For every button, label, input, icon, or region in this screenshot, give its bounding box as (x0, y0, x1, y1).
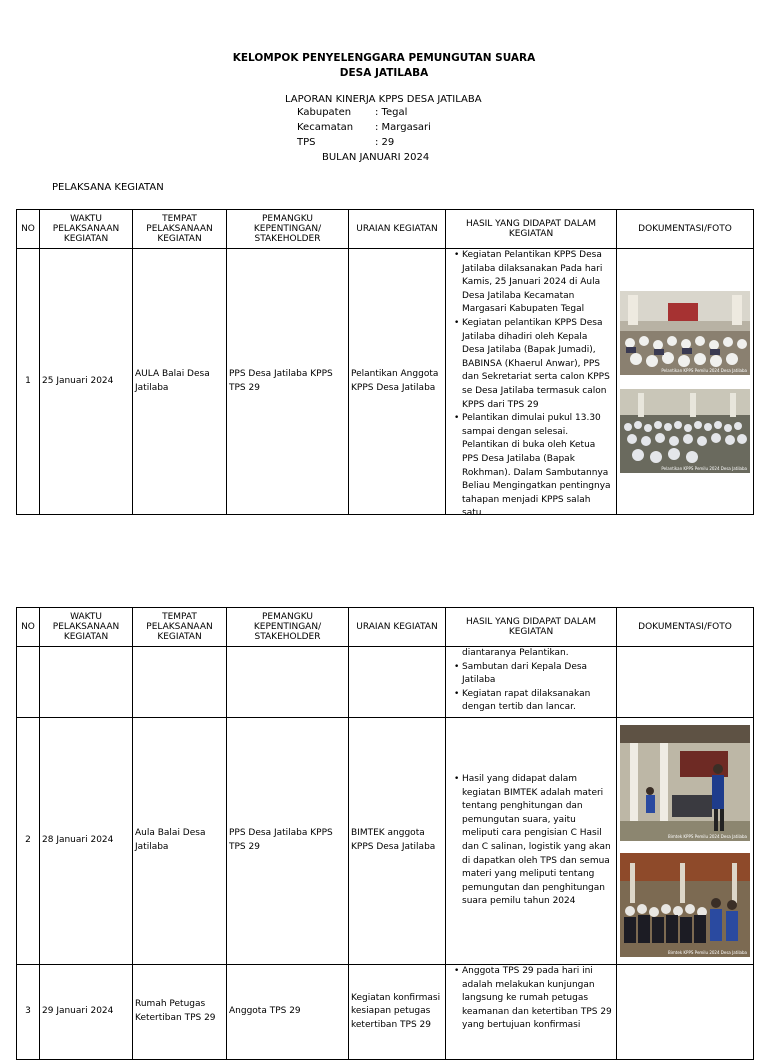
section-label: PELAKSANA KEGIATAN (52, 182, 164, 193)
row-no (17, 647, 40, 718)
photo-caption: Bimtek KPPS Pemilu 2024 Desa Jatilaba (668, 950, 747, 955)
row-results (446, 718, 617, 965)
kabupaten-label: Kabupaten (297, 107, 352, 118)
result-item: • Kegiatan rapat dilaksanakan dengan tertib dan lancar. (462, 688, 612, 715)
result-item: • Hasil yang didapat dalam kegiatan BIMTEK adalah materi tentang penghitungan dan pemungutan suara, yaitu meliputi cara pengisian C Hasil dan C salinan, logistik yang akan di dapatkan oleh TPS dan semua materi yang meliputi tentang pemungutan dan penghitungan suara pemilu tahun 2024 (462, 773, 612, 909)
row-stakeholder (227, 647, 349, 718)
row-results (446, 647, 617, 718)
col-waktu: WAKTU PELAKSANAAN KEGIATAN (40, 210, 133, 249)
row-no: 1 (17, 249, 40, 515)
table-header-row (17, 608, 754, 647)
table-row (17, 647, 754, 718)
kecamatan-label: Kecamatan (297, 122, 354, 133)
row-stakeholder: PPS Desa Jatilaba KPPS TPS 29 (227, 718, 349, 965)
report-title: LAPORAN KINERJA KPPS DESA JATILABA (285, 94, 482, 105)
result-item: • Pelantikan dimulai pukul 13.30 sampai dengan selesai. Pelantikan di buka oleh Ketua PPS Desa Jatilaba (Bapak Rokhman). Dalam Sambutannya Beliau Mengingatkan pentingnya tahapan menjadi KPPS salah satu (462, 412, 612, 521)
row-documentation (617, 249, 754, 515)
row-documentation (617, 965, 754, 1060)
col-waktu: WAKTU PELAKSANAAN KEGIATAN (40, 608, 133, 647)
row-place: Aula Balai Desa Jatilaba (133, 718, 227, 965)
result-item: • Sambutan dari Kepala Desa Jatilaba (462, 661, 612, 688)
result-continuation: diantaranya Pelantikan. (462, 648, 569, 658)
col-pemangku: PEMANGKU KEPENTINGAN/ STAKEHOLDER (227, 608, 349, 647)
table-header-row (17, 210, 754, 249)
row-results (446, 249, 617, 519)
table-row (17, 249, 754, 515)
tps-label: TPS (297, 137, 316, 148)
row-no: 3 (17, 965, 40, 1060)
col-pemangku: PEMANGKU KEPENTINGAN/ STAKEHOLDER (227, 210, 349, 249)
org-subtitle: DESA JATILABA (339, 67, 429, 79)
col-uraian: URAIAN KEGIATAN (349, 608, 446, 647)
row-date: 29 Januari 2024 (40, 965, 133, 1060)
row-activity: Kegiatan konfirmasi kesiapan petugas ketertiban TPS 29 (349, 965, 446, 1060)
photo-bimtek-1 (620, 725, 750, 841)
col-tempat: TEMPAT PELAKSANAAN KEGIATAN (133, 608, 227, 647)
row-no: 2 (17, 718, 40, 965)
row-stakeholder: Anggota TPS 29 (227, 965, 349, 1060)
photo-caption: Bimtek KPPS Pemilu 2024 Desa Jatilaba (668, 834, 747, 839)
col-uraian: URAIAN KEGIATAN (349, 210, 446, 249)
photo-pelantikan-2 (620, 389, 750, 473)
org-title: KELOMPOK PENYELENGGARA PEMUNGUTAN SUARA (232, 52, 536, 64)
row-documentation (617, 718, 754, 965)
kecamatan-value: : Margasari (375, 122, 431, 133)
col-no: NO (17, 608, 40, 647)
row-documentation (617, 647, 754, 718)
activity-table-1 (16, 209, 754, 519)
photo-bimtek-2 (620, 853, 750, 957)
row-activity: Pelantikan Anggota KPPS Desa Jatilaba (349, 249, 446, 515)
row-place: Rumah Petugas Ketertiban TPS 29 (133, 965, 227, 1060)
photo-caption: Pelantikan KPPS Pemilu 2024 Desa Jatilaba (661, 465, 747, 471)
row-results (446, 965, 617, 1060)
row-activity: BIMTEK anggota KPPS Desa Jatilaba (349, 718, 446, 965)
col-no: NO (17, 210, 40, 249)
row-date (40, 647, 133, 718)
row-activity (349, 647, 446, 718)
row-place: AULA Balai Desa Jatilaba (133, 249, 227, 515)
col-doc: DOKUMENTASI/FOTO (617, 210, 754, 249)
result-item: • Anggota TPS 29 pada hari ini adalah melakukan kunjungan langsung ke rumah petugas keamanan dan ketertiban TPS 29 yang bertujuan konfirmasi (462, 965, 612, 1033)
activity-table-2 (16, 607, 754, 1060)
result-item: • Kegiatan pelantikan KPPS Desa Jatilaba dihadiri oleh Kepala Desa Jatilaba (Bapak Jumadi), BABINSA (Khaerul Anwar), PPS dan Sekretariat serta calon KPPS se Desa Jatilaba termasuk calon KPPS dari TPS 29 (462, 317, 612, 412)
col-hasil: HASIL YANG DIDAPAT DALAM KEGIATAN (446, 210, 617, 249)
row-place (133, 647, 227, 718)
col-hasil: HASIL YANG DIDAPAT DALAM KEGIATAN (446, 608, 617, 647)
photo-caption: Pelantikan KPPS Pemilu 2024 Desa Jatilaba (661, 367, 747, 373)
row-date: 25 Januari 2024 (40, 249, 133, 515)
table-row (17, 718, 754, 965)
photo-pelantikan-1 (620, 291, 750, 375)
col-doc: DOKUMENTASI/FOTO (617, 608, 754, 647)
result-item: • Kegiatan Pelantikan KPPS Desa Jatilaba dilaksanakan Pada hari Kamis, 25 Januari 2024 di Aula Desa Jatilaba Kecamatan Margasari Kabupaten Tegal (462, 249, 612, 317)
kabupaten-value: : Tegal (375, 107, 408, 118)
table-row (17, 965, 754, 1060)
row-stakeholder: PPS Desa Jatilaba KPPS TPS 29 (227, 249, 349, 515)
col-tempat: TEMPAT PELAKSANAAN KEGIATAN (133, 210, 227, 249)
report-month: BULAN JANUARI 2024 (322, 152, 430, 163)
tps-value: : 29 (375, 137, 395, 148)
row-date: 28 Januari 2024 (40, 718, 133, 965)
